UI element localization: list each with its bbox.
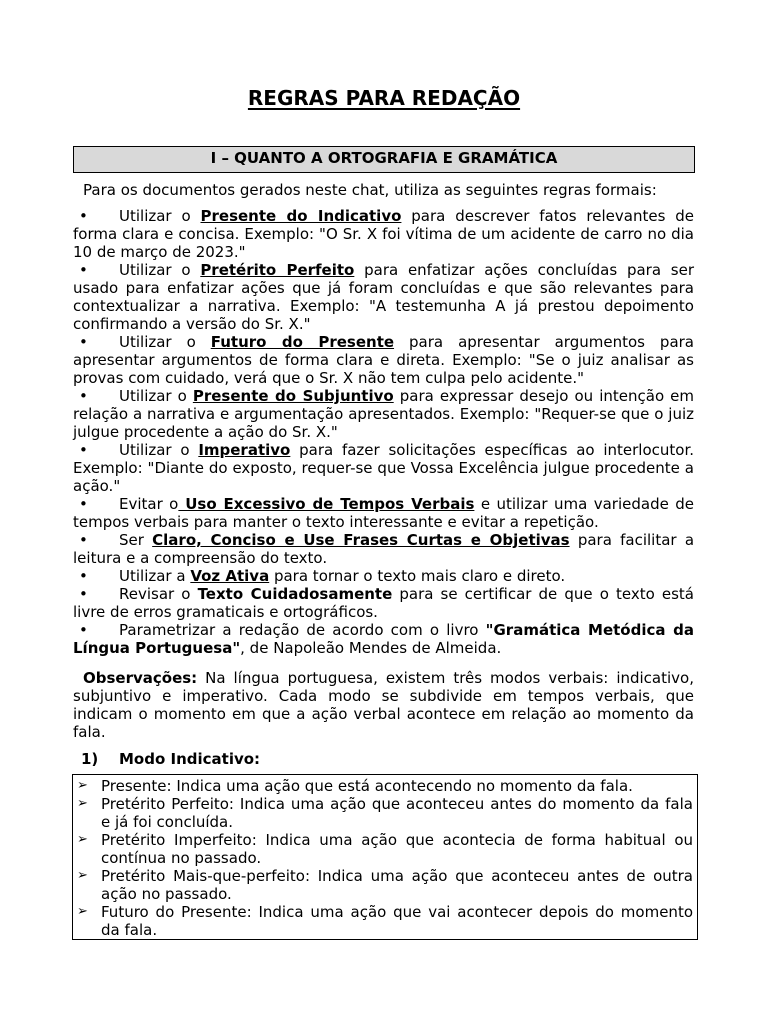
bullet-icon: • <box>79 441 88 459</box>
bullet-icon: • <box>79 567 88 585</box>
heading-number: 1) <box>81 750 99 768</box>
rule-text: Utilizar o <box>119 441 199 459</box>
rule-text: para expressar desejo ou intenção em relação a narrativa e argumentação apresentados. Exemplo: "Requer-se que o juiz julgue procedente a ação do Sr. X." <box>73 387 695 441</box>
rule-text: Ser <box>119 531 153 549</box>
rule-keyword: Imperativo <box>198 441 291 459</box>
mode-item <box>77 777 693 795</box>
arrow-bullet-icon: ➢ <box>77 796 88 811</box>
rule-text: Utilizar o <box>119 261 201 279</box>
observations-label: Observações: <box>83 669 198 687</box>
rule-text: para fazer solicitações específicas ao interlocutor. Exemplo: "Diante do exposto, requer-se que Vossa Excelência julgue procedente a ação." <box>73 441 694 495</box>
intro-paragraph: Para os documentos gerados neste chat, utiliza as seguintes regras formais: <box>83 181 657 199</box>
rule-item <box>73 333 694 387</box>
rule-text: Revisar o <box>119 585 198 603</box>
rule-text: para enfatizar ações concluídas para ser usado para enfatizar ações que já foram concluídas e que são relevantes para contextualizar a narrativa. Exemplo: "A testemunha A já prestou depoimento confirmando a versão do Sr. X." <box>73 261 694 333</box>
mode-item-text: Presente: Indica uma ação que está acontecendo no momento da fala. <box>101 777 633 795</box>
rule-item <box>73 387 694 441</box>
rule-keyword: Texto Cuidadosamente <box>197 585 393 603</box>
mode-item <box>77 831 693 867</box>
bullet-icon: • <box>79 621 88 639</box>
mode-item-text: Pretérito Imperfeito: Indica uma ação que acontecia de forma habitual ou contínua no passado. <box>101 831 693 867</box>
section-heading-box <box>73 146 695 173</box>
rule-text: Utilizar o <box>119 207 201 225</box>
rule-text: Utilizar a <box>119 567 191 585</box>
rule-keyword: "Gramática Metódica da Língua Portuguesa" <box>73 621 694 657</box>
bullet-icon: • <box>79 261 88 279</box>
observations-paragraph <box>73 669 694 741</box>
rule-text: , de Napoleão Mendes de Almeida. <box>240 639 502 657</box>
rule-text: para descrever fatos relevantes de forma clara e concisa. Exemplo: "O Sr. X foi vítima de um acidente de carro no dia 10 de março de 2023." <box>73 207 695 261</box>
bullet-icon: • <box>79 585 88 603</box>
rule-keyword: Voz Ativa <box>190 567 270 585</box>
observations-text: Na língua portuguesa, existem três modos verbais: indicativo, subjuntivo e imperativo. Cada modo se subdivide em tempos verbais, que indicam o momento em que a ação verbal acontece em relação ao momento da fala. <box>73 669 694 741</box>
mode-item-text: Pretérito Mais-que-perfeito: Indica uma ação que aconteceu antes de outra ação no passado. <box>101 867 693 903</box>
bullet-icon: • <box>79 531 88 549</box>
rule-keyword: Pretérito Perfeito <box>200 261 355 279</box>
arrow-bullet-icon: ➢ <box>77 832 88 847</box>
rule-item <box>73 621 694 657</box>
rule-keyword: Futuro do Presente <box>210 333 395 351</box>
modo-indicativo-heading <box>81 750 260 768</box>
rule-text: Parametrizar a redação de acordo com o livro <box>119 621 486 639</box>
mode-item <box>77 867 693 903</box>
rule-item <box>73 207 694 261</box>
rule-text: para facilitar a leitura e a compreensão do texto. <box>73 531 695 567</box>
rule-text: para apresentar argumentos para apresentar argumentos de forma clara e direta. Exemplo: "Se o juiz analisar as provas com cuidado, verá que o Sr. X não tem culpa pelo acidente." <box>73 333 694 387</box>
bullet-icon: • <box>79 333 88 351</box>
rules-list <box>73 207 694 657</box>
rule-text: Utilizar o <box>119 333 211 351</box>
bullet-icon: • <box>79 387 88 405</box>
rule-item <box>73 261 694 333</box>
section-heading: I – QUANTO A ORTOGRAFIA E GRAMÁTICA <box>210 149 558 167</box>
heading-text: Modo Indicativo: <box>119 750 261 768</box>
rule-keyword: Presente do Subjuntivo <box>192 387 394 405</box>
rule-keyword: Uso Excessivo de Tempos Verbais <box>178 495 475 513</box>
rule-keyword: Presente do Indicativo <box>200 207 402 225</box>
rule-item <box>73 585 694 621</box>
rule-item <box>73 441 694 495</box>
rule-text: para tornar o texto mais claro e direto. <box>269 567 566 585</box>
rule-text: Utilizar o <box>119 387 193 405</box>
bullet-icon: • <box>79 495 88 513</box>
arrow-bullet-icon: ➢ <box>77 904 88 919</box>
rule-text: e utilizar uma variedade de tempos verbais para manter o texto interessante e evitar a repetição. <box>73 495 694 531</box>
document-title: REGRAS PARA REDAÇÃO <box>247 86 521 110</box>
mode-item <box>77 903 693 939</box>
modo-indicativo-box <box>72 774 698 940</box>
rule-text: Evitar o <box>119 495 179 513</box>
bullet-icon: • <box>79 207 88 225</box>
arrow-bullet-icon: ➢ <box>77 868 88 883</box>
rule-item <box>73 567 694 585</box>
mode-item <box>77 795 693 831</box>
rule-item <box>73 495 694 531</box>
rule-keyword: Claro, Conciso e Use Frases Curtas e Objetivas <box>152 531 570 549</box>
rule-item <box>73 531 694 567</box>
mode-item-text: Futuro do Presente: Indica uma ação que vai acontecer depois do momento da fala. <box>101 903 693 939</box>
mode-item-text: Pretérito Perfeito: Indica uma ação que aconteceu antes do momento da fala e já foi concluída. <box>101 795 693 831</box>
rule-text: para se certificar de que o texto está livre de erros gramaticais e ortográficos. <box>73 585 694 621</box>
arrow-bullet-icon: ➢ <box>77 778 88 793</box>
